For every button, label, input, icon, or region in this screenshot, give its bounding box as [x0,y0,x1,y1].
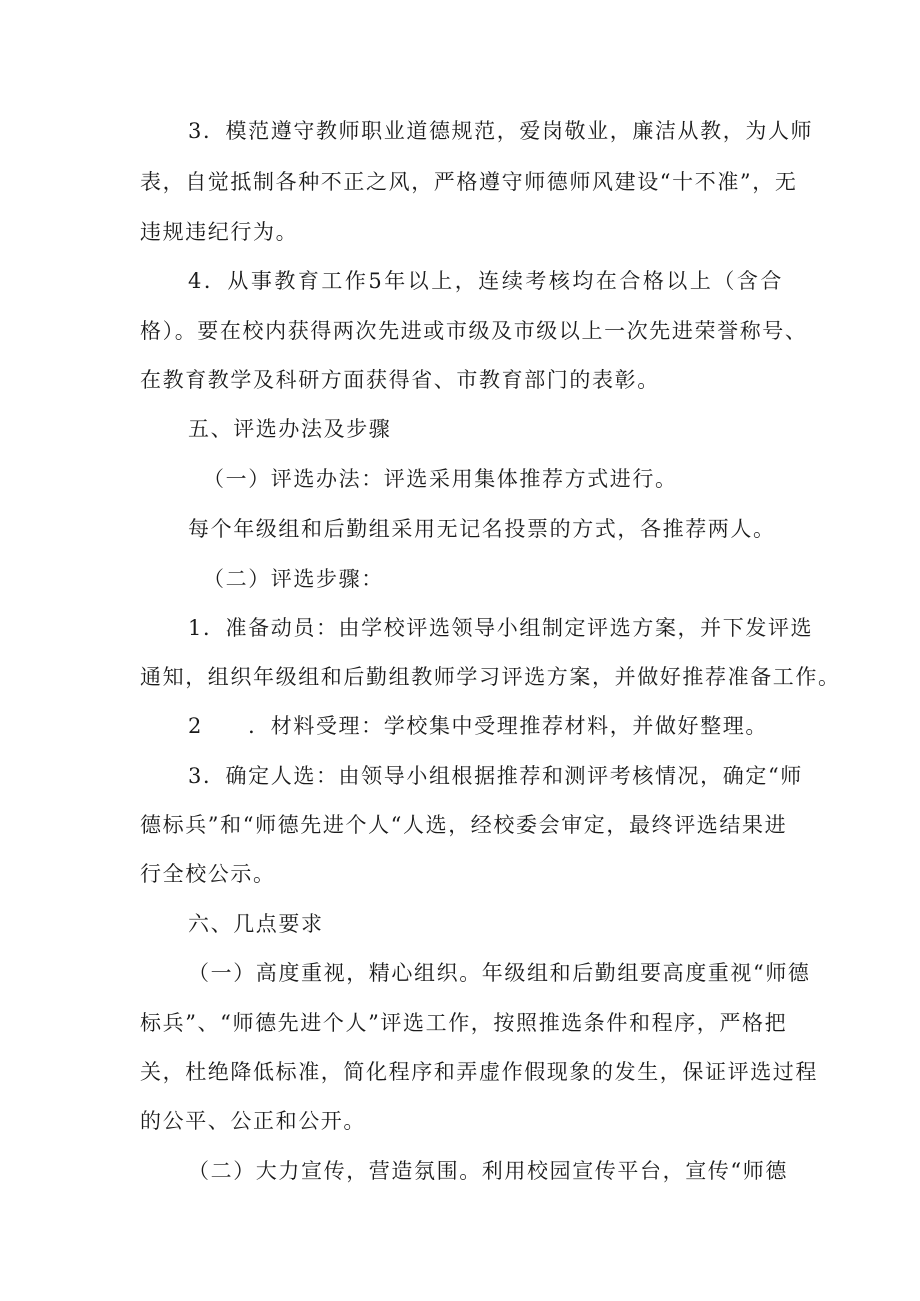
paragraph-line: 在教育教学及科研方面获得省、市教育部门的表彰。 [140,368,660,392]
paragraph-line: 关，杜绝降低标准，简化程序和弄虚作假现象的发生，保证评选过程 [140,1060,818,1084]
paragraph-line: 标兵”、“师德先进个人”评选工作，按照推选条件和程序，严格把 [140,1011,788,1035]
subsection-heading: （一）评选办法：评选采用集体推荐方式进行。 [203,467,678,491]
paragraph-line: 违规违纪行为。 [140,220,299,244]
paragraph-line: 每个年级组和后勤组采用无记名投票的方式，各推荐两人。 [188,517,776,541]
paragraph-line: 格）。要在校内获得两次先进或市级及市级以上一次先进荣誉称号、 [140,319,808,343]
paragraph-line: 德标兵”和“师德先进个人“人选，经校委会审定，最终评选结果进 [140,813,788,837]
paragraph-line: 2 ．材料受理：学校集中受理推荐材料，并做好整理。 [188,714,768,738]
paragraph-line: 3．模范遵守教师职业道德规范，爱岗敬业，廉洁从教，为人师 [188,119,814,143]
paragraph-line: 3．确定人选：由领导小组根据推荐和测评考核情况，确定“师 [188,764,803,788]
paragraph-line: （二）大力宣传，营造氛围。利用校园宣传平台，宣传“师德 [188,1159,788,1183]
section-heading: 五、评选办法及步骤 [188,417,392,441]
paragraph-line: 表，自觉抵制各种不正之风，严格遵守师德师风建设“十不准”，无 [140,170,798,194]
paragraph-line: 的公平、公正和公开。 [140,1109,366,1133]
paragraph-line: （一）高度重视，精心组织。年级组和后勤组要高度重视“师德 [188,961,811,985]
section-heading: 六、几点要求 [188,912,324,936]
subsection-heading: （二）评选步骤： [203,567,384,591]
paragraph-line: 4．从事教育工作5年以上，连续考核均在合格以上（含合 [188,269,783,293]
paragraph-line: 行全校公示。 [140,862,276,886]
paragraph-line: 1．准备动员：由学校评选领导小组制定评选方案，并下发评选 [188,616,814,640]
paragraph-line: 通知，组织年级组和后勤组教师学习评选方案，并做好推荐准备工作。 [140,665,841,689]
